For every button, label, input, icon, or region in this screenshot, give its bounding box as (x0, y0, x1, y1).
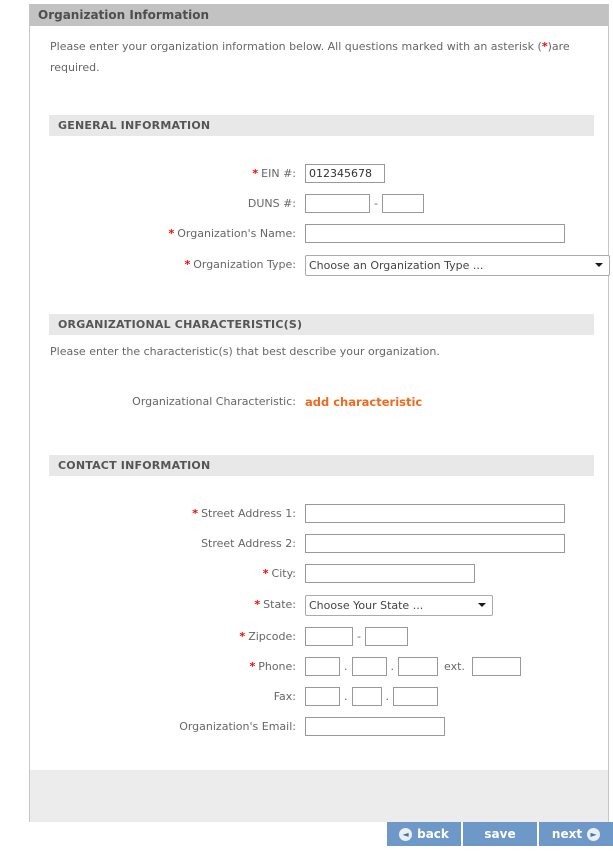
intro-before: Please enter your organization information below. All questions marked with an asterisk ( (50, 40, 542, 53)
section-heading-contact: CONTACT INFORMATION (49, 455, 594, 476)
city-input[interactable] (305, 564, 475, 583)
street1-label: * Street Address 1: (192, 506, 296, 520)
email-label: Organization's Email: (179, 719, 296, 733)
field-row-duns (30, 194, 608, 213)
section-heading-general: GENERAL INFORMATION (49, 115, 594, 136)
street-address-2-input[interactable] (305, 534, 565, 553)
field-row-characteristic (30, 395, 608, 409)
required-asterisk: * (541, 40, 548, 53)
field-row-email (30, 717, 608, 736)
general-fields (30, 136, 608, 287)
footer-band (30, 770, 608, 822)
arrow-left-icon: ◄ (399, 828, 412, 841)
duns-separator: - (374, 196, 378, 210)
field-row-phone (30, 657, 608, 676)
duns-label: DUNS #: (247, 196, 296, 210)
zipcode-input-2[interactable] (365, 627, 408, 646)
phone-prefix-input[interactable] (352, 657, 387, 676)
arrow-right-icon: ► (587, 828, 600, 841)
required-asterisk: * (239, 629, 246, 643)
state-select[interactable] (305, 595, 493, 616)
phone-ext-label: ext. (444, 659, 465, 673)
ein-input[interactable] (305, 164, 385, 183)
required-asterisk: * (168, 226, 175, 240)
characteristics-description: Please enter the characteristic(s) that best describe your organization. (50, 344, 440, 358)
state-label: * State: (254, 598, 296, 612)
required-asterisk: * (262, 566, 269, 580)
required-asterisk: * (249, 659, 256, 673)
fax-area-input[interactable] (305, 687, 340, 706)
fax-prefix-input[interactable] (352, 687, 382, 706)
required-asterisk: * (252, 166, 259, 180)
intro-after: )are required. (50, 40, 570, 74)
required-asterisk: * (192, 506, 199, 520)
form-panel (29, 4, 609, 822)
contact-fields (30, 476, 608, 747)
org-email-input[interactable] (305, 717, 445, 736)
field-row-org-type (30, 254, 608, 276)
phone-label: * Phone: (249, 659, 296, 673)
required-asterisk: * (184, 258, 191, 272)
field-row-street1 (30, 504, 608, 523)
duns-input-1[interactable] (305, 194, 370, 213)
zipcode-label: * Zipcode: (239, 629, 296, 643)
phone-ext-input[interactable] (472, 657, 521, 676)
duns-input-2[interactable] (382, 194, 424, 213)
required-asterisk: * (254, 598, 261, 612)
zipcode-input-1[interactable] (305, 627, 353, 646)
org-name-label: * Organization's Name: (168, 226, 296, 240)
ein-label: * EIN #: (252, 166, 296, 180)
zipcode-separator: - (357, 629, 361, 643)
phone-separator: . (390, 659, 394, 673)
city-label: * City: (262, 566, 296, 580)
field-row-ein (30, 164, 608, 183)
field-row-org-name (30, 224, 608, 243)
org-type-select[interactable] (305, 255, 610, 276)
action-button-bar (0, 822, 613, 846)
add-characteristic-link[interactable]: add characteristic (305, 394, 423, 409)
intro-text (30, 26, 608, 79)
characteristic-label: Organizational Characteristic: (132, 395, 296, 409)
section-heading-characteristics: ORGANIZATIONAL CHARACTERISTIC(S) (49, 314, 594, 335)
field-row-fax (30, 687, 608, 706)
fax-separator: . (385, 689, 389, 703)
field-row-zipcode (30, 627, 608, 646)
back-button[interactable]: ◄ back (387, 822, 461, 846)
page-title: Organization Information (30, 4, 608, 26)
next-button[interactable]: next ► (539, 822, 613, 846)
org-name-input[interactable] (305, 224, 565, 243)
field-row-state (30, 594, 608, 616)
fax-line-input[interactable] (393, 687, 438, 706)
street-address-1-input[interactable] (305, 504, 565, 523)
fax-separator: . (344, 689, 348, 703)
field-row-street2 (30, 534, 608, 553)
org-type-label: * Organization Type: (184, 258, 296, 272)
field-row-city (30, 564, 608, 583)
phone-line-input[interactable] (398, 657, 438, 676)
save-button[interactable]: save (463, 822, 537, 846)
phone-area-input[interactable] (305, 657, 340, 676)
street2-label: Street Address 2: (201, 536, 296, 550)
phone-separator: . (344, 659, 348, 673)
fax-label: Fax: (273, 689, 296, 703)
